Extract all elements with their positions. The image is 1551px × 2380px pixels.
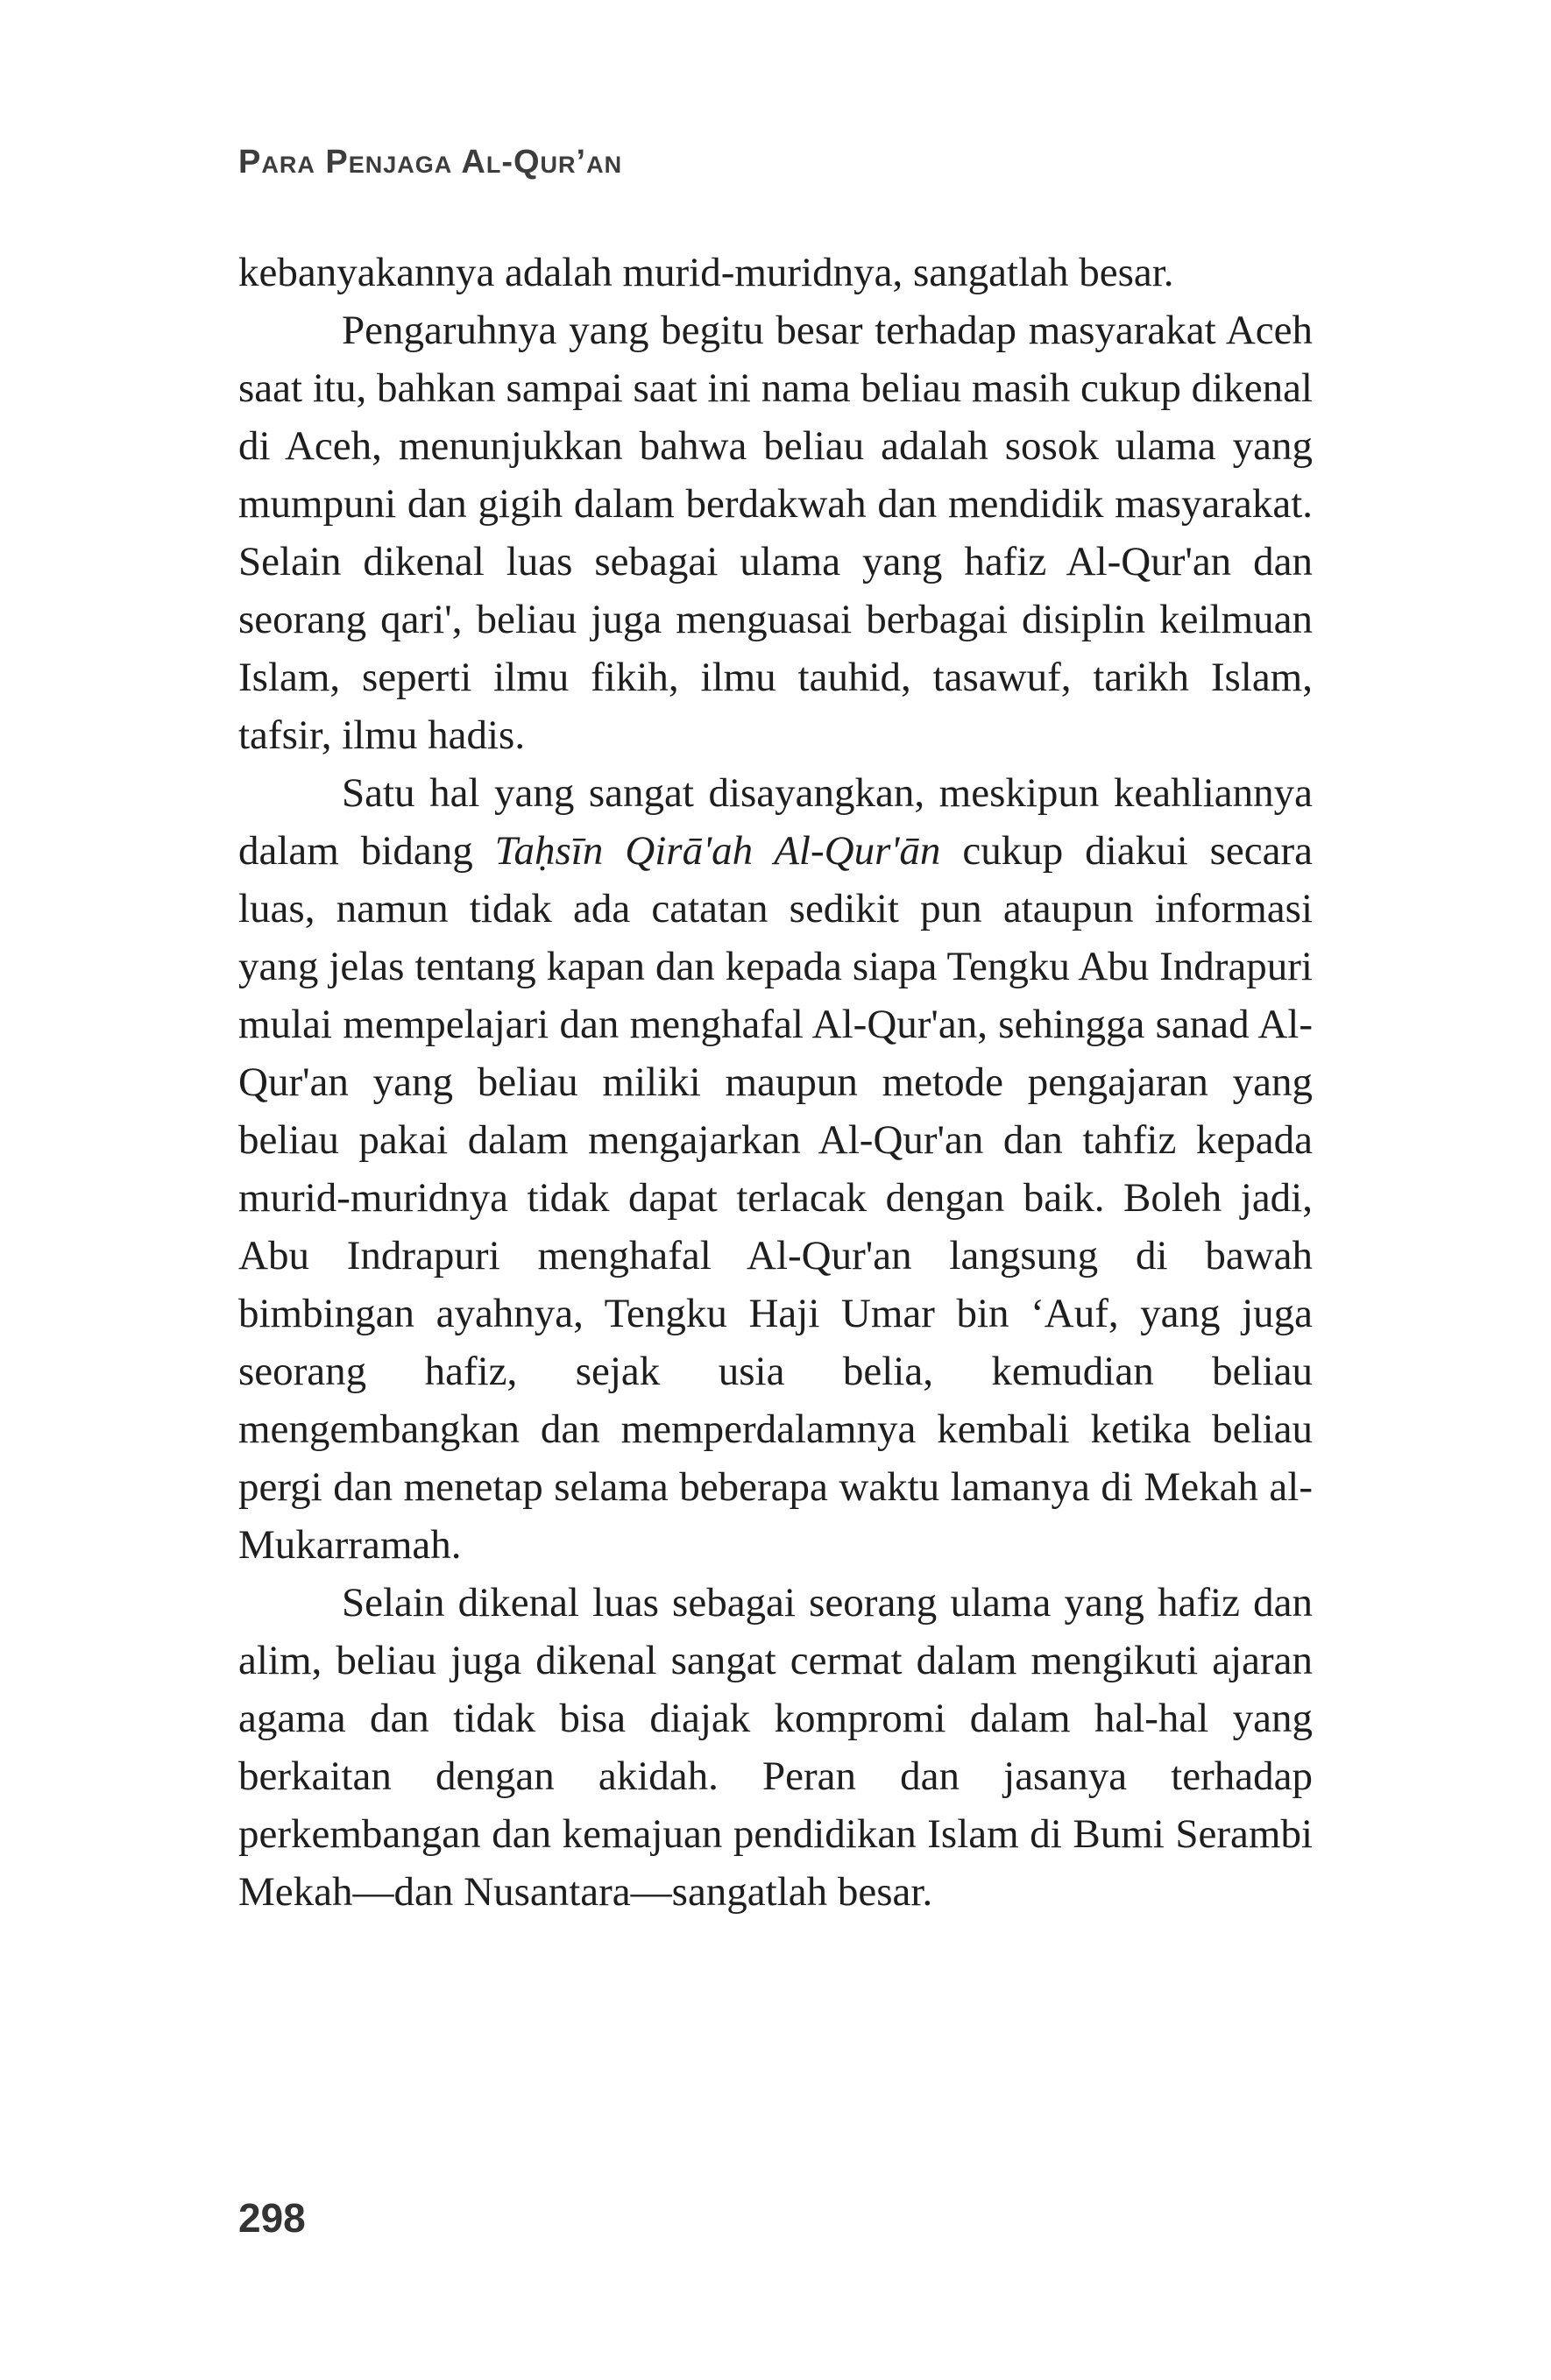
body-text	[238, 244, 1313, 1921]
paragraph: Pengaruhnya yang begitu besar terhadap masyarakat Aceh saat itu, bahkan sampai saat ini nama beliau masih cukup dikenal di Aceh, menunjukkan bahwa beliau adalah sosok ulama yang mumpuni dan gigih dalam berdakwah dan mendidik masyarakat. Selain dikenal luas sebagai ulama yang hafiz Al-Qur'an dan seorang qari', beliau juga menguasai berbagai disiplin keilmuan Islam, seperti ilmu fikih, ilmu tauhid, tasawuf, tarikh Islam, tafsir, ilmu hadis.	[238, 308, 1313, 758]
paragraph: Selain dikenal luas sebagai seorang ulama yang hafiz dan alim, beliau juga dikenal sangat cermat dalam mengikuti ajaran agama dan tidak bisa diajak kompromi dalam hal-hal yang berkaitan dengan akidah. Peran dan jasanya terhadap perkembangan dan kemajuan pendidikan Islam di Bumi Serambi Mekah—dan Nusantara—sangatlah besar.	[238, 1580, 1313, 1915]
running-head: Para Penjaga Al-Qur’an	[238, 144, 623, 181]
italic-term: Taḥsīn Qirā'ah Al-Qur'ān	[494, 828, 941, 874]
paragraph-text: cukup diakui secara luas, namun tidak ada catatan sedikit pun ataupun informasi yang jelas tentang kapan dan kepada siapa Tengku Abu Indrapuri mulai mempelajari dan menghafal Al-Qur'an, sehingga sanad Al-Qur'an yang beliau miliki maupun metode pengajaran yang beliau pakai dalam mengajarkan Al-Qur'an dan tahfiz kepada murid-muridnya tidak dapat terlacak dengan baik. Boleh jadi, Abu Indrapuri menghafal Al-Qur'an langsung di bawah bimbingan ayahnya, Tengku Haji Umar bin ‘Auf, yang juga seorang hafiz, sejak usia belia, kemudian beliau mengembangkan dan memperdalamnya kembali ketika beliau pergi dan menetap selama beberapa waktu lamanya di Mekah al-Mukarramah.	[238, 828, 1313, 1568]
page-number: 298	[238, 2195, 306, 2241]
paragraph-text: Satu hal yang sangat disayangkan, meskipun keahliannya dalam bidang	[238, 770, 1313, 874]
paragraph	[238, 764, 1313, 1574]
paragraph-continued: kebanyakannya adalah murid-muridnya, sangatlah besar.	[238, 250, 1174, 295]
